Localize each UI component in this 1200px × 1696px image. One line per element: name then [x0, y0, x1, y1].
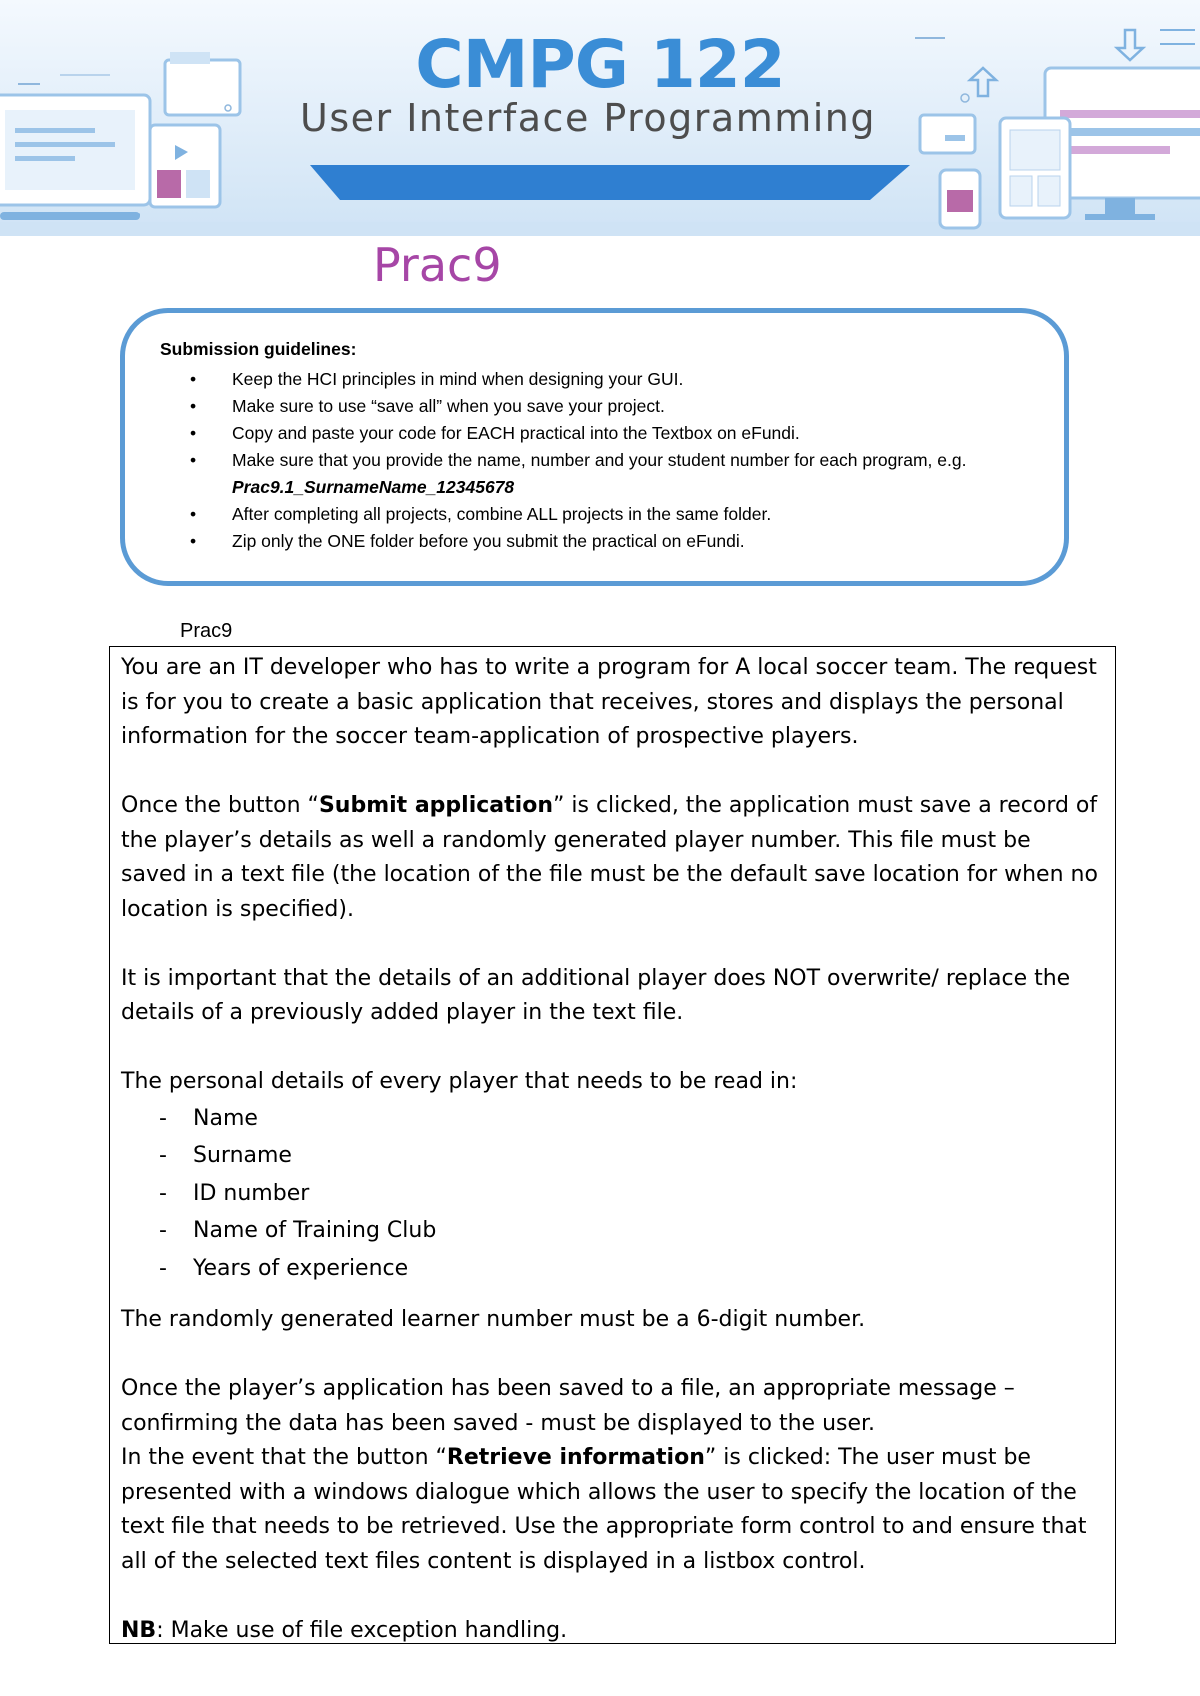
overwrite-paragraph: It is important that the details of an additional player does NOT overwrite/ replace the details of a previously added player in the text file. [121, 965, 1071, 1025]
section-label: Prac9 [180, 620, 233, 642]
course-code: CMPG 122 [415, 26, 785, 103]
list-item: • Copy and paste your code for EACH practical into the Textbox on eFundi. [160, 420, 1024, 447]
submit-paragraph: Once the button “Submit application” is clicked, the application must save a record of the player’s details as well a randomly generated player number. This file must be saved in a text file (the location of the file must be the default save location for when no location is specified). [121, 793, 1098, 922]
task-description-box [109, 646, 1116, 1644]
bullet-icon: • [190, 396, 197, 416]
list-item: • Zip only the ONE folder before you submit the practical on eFundi. [160, 528, 1024, 555]
list-item: • Keep the HCI principles in mind when designing your GUI. [160, 366, 1024, 393]
list-item: • Make sure to use “save all” when you save your project. [160, 393, 1024, 420]
bullet-icon: • [190, 423, 197, 443]
course-name: User Interface Programming [300, 96, 877, 140]
list-item: - ID number [159, 1180, 310, 1206]
guidelines-title: Submission guidelines: [160, 339, 357, 359]
submission-guidelines-box [120, 308, 1069, 586]
bullet-icon: • [190, 504, 197, 524]
retrieve-paragraph: In the event that the button “Retrieve information” is clicked: The user must be presented with a windows dialogue which allows the user to specify the location of the text file that needs to be retrieved. Use the appropriate form control to and ensure that all of the selected text files content is displayed in a listbox control. [121, 1445, 1087, 1574]
submit-button-name: Submit application [318, 793, 553, 818]
list-item: - Years of experience [159, 1255, 409, 1281]
tablet-icon [1000, 118, 1070, 218]
list-item: - Surname [159, 1143, 292, 1168]
random-number-paragraph: The randomly generated learner number must be a 6-digit number. [121, 1307, 866, 1332]
bullet-icon: • [190, 531, 197, 551]
list-item: - Name of Training Club [159, 1218, 437, 1243]
retrieve-button-name: Retrieve information [446, 1445, 705, 1470]
header-banner [0, 0, 1200, 236]
bullet-icon: • [190, 450, 197, 470]
confirmation-paragraph: Once the player’s application has been saved to a file, an appropriate message – confirming the data has been saved - must be displayed to the user. [121, 1376, 1015, 1436]
details-intro: The personal details of every player that needs to be read in: [121, 1069, 798, 1094]
laptop-icon [0, 95, 150, 220]
phone-icon [940, 170, 980, 228]
filename-example: Prac9.1_SurnameName_12345678 [232, 477, 515, 497]
bullet-icon: • [190, 369, 197, 389]
list-item: • After completing all projects, combine ALL projects in the same folder. [160, 501, 1024, 528]
nb-label: NB [121, 1617, 157, 1643]
page-title: Prac9 [373, 238, 502, 292]
window-icon [150, 125, 220, 207]
list-item: • Make sure that you provide the name, number and your student number for each program, e.g. Prac9.1_SurnameName_12345678 [160, 447, 1024, 501]
guidelines-list [160, 366, 1024, 555]
player-details-list [121, 1100, 1103, 1288]
folder-icon [920, 115, 975, 153]
intro-paragraph: You are an IT developer who has to write a program for A local soccer team. The request is for you to create a basic application that receives, stores and displays the personal information for the soccer team-application of prospective players. [121, 655, 1097, 749]
list-item: - Name [159, 1105, 258, 1131]
nb-paragraph: NB: Make use of file exception handling. [121, 1617, 568, 1643]
